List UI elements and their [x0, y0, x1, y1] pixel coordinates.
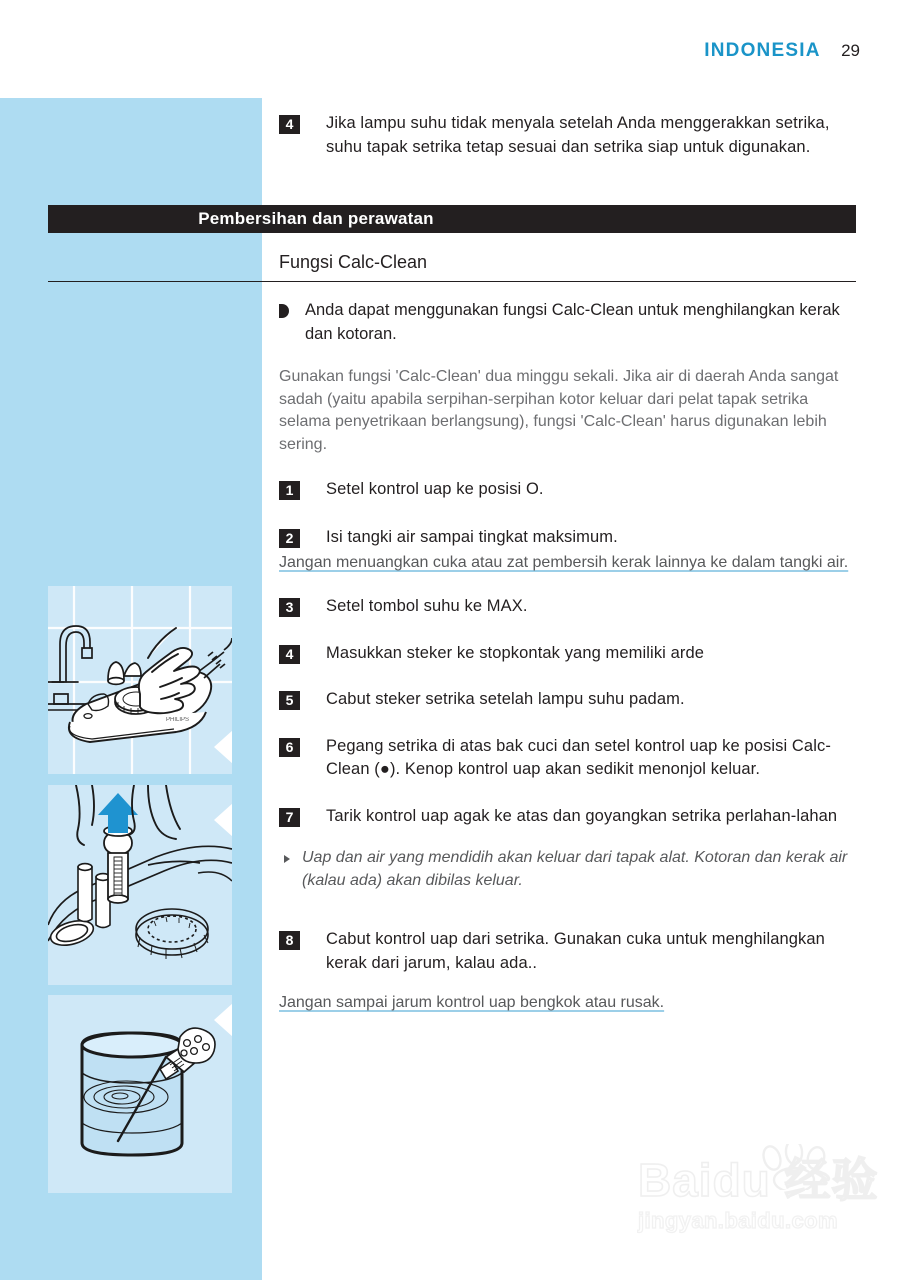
- watermark-main-text: Baidu 经验: [638, 1154, 879, 1206]
- horizontal-rule: [48, 281, 856, 282]
- intro-bullet-row: [279, 298, 865, 346]
- intro-bullet-text: Anda dapat menggunakan fungsi Calc-Clean untuk menghilangkan kerak dan kotoran.: [305, 301, 840, 343]
- figure-pointer-notch: [214, 730, 232, 764]
- half-disc-bullet-icon: [279, 304, 289, 318]
- step-number-badge: 8: [279, 931, 300, 950]
- watermark-sub-text: jingyan.baidu.com: [638, 1208, 838, 1233]
- step-text: Jika lampu suhu tidak menyala setelah Anda menggerakkan setrika, suhu tapak setrika tetap sesuai dan setrika siap untuk digunakan.: [326, 114, 830, 156]
- step-item: [279, 928, 865, 975]
- step-number-badge: 4: [279, 645, 300, 664]
- figure-iron-over-sink: [48, 586, 232, 774]
- subsection-block: [279, 252, 865, 282]
- step-number-badge: 1: [279, 481, 300, 500]
- step-text: Setel tombol suhu ke MAX.: [326, 597, 528, 615]
- step-number-badge: 4: [279, 115, 300, 134]
- top-step-block: [279, 112, 865, 171]
- steps-block: [279, 478, 865, 1014]
- page-header: [0, 40, 860, 62]
- section-banner: [48, 205, 856, 233]
- figure-pulling-steam-knob: [48, 785, 232, 985]
- figure-pointer-notch: [214, 803, 232, 837]
- step-text: Cabut kontrol uap dari setrika. Gunakan cuka untuk menghilangkan kerak dari jarum, kalau ada..: [326, 930, 825, 972]
- subsection-title: Fungsi Calc-Clean: [279, 252, 428, 272]
- step-item: [279, 112, 865, 159]
- figure-pointer-notch: [214, 1003, 232, 1037]
- step-item: [279, 478, 865, 502]
- step-number-badge: 7: [279, 808, 300, 827]
- step-text: Isi tangki air sampai tingkat maksimum.: [326, 527, 618, 546]
- baidu-watermark: [638, 1152, 888, 1258]
- paw-print-icon: [756, 1144, 842, 1190]
- italic-note-row: [279, 846, 865, 892]
- step-number-badge: 3: [279, 598, 300, 617]
- italic-note-text: Uap dan air yang mendidih akan keluar dari tapak alat. Kotoran dan kerak air (kalau ada) akan dibilas keluar.: [302, 849, 848, 889]
- intro-paragraph: Gunakan fungsi 'Calc-Clean' dua minggu sekali. Jika air di daerah Anda sangat sadah (yaitu apabila serpihan-serpihan kotor keluar dari pelat tapak setrika selama penyetrikaan berlangsung), fungsi 'Calc-Clean' harus digunakan lebih sering.: [279, 368, 839, 453]
- step-text: Setel kontrol uap ke posisi O.: [326, 480, 544, 498]
- step-number-badge: 6: [279, 738, 300, 757]
- page-number: 29: [841, 41, 860, 60]
- step-item: [279, 688, 865, 712]
- language-label: INDONESIA: [704, 40, 821, 61]
- step-text: Masukkan steker ke stopkontak yang memiliki arde: [326, 643, 705, 662]
- step-item: [279, 735, 865, 782]
- section-banner-title: Pembersihan dan perawatan: [198, 209, 434, 228]
- step-number-badge: 5: [279, 691, 300, 710]
- small-triangle-bullet-icon: [284, 855, 290, 863]
- svg-text:PHILIPS: PHILIPS: [166, 717, 190, 723]
- figure-needle-in-glass: [48, 995, 232, 1193]
- step-text: Pegang setrika di atas bak cuci dan setel kontrol uap ke posisi Calc-Clean (●). Kenop kontrol uap akan sedikit menonjol keluar.: [326, 736, 831, 778]
- step-item: [279, 805, 865, 829]
- step-item: [279, 642, 865, 666]
- step-item: [279, 526, 865, 550]
- warning-text-after-step-2: Jangan menuangkan cuka atau zat pembersih kerak lainnya ke dalam tangki air.: [279, 554, 849, 571]
- step-text: Tarik kontrol uap agak ke atas dan goyangkan setrika perlahan-lahan: [326, 806, 838, 825]
- step-text: Cabut steker setrika setelah lampu suhu padam.: [326, 690, 685, 708]
- warning-text-after-step-8: Jangan sampai jarum kontrol uap bengkok atau rusak.: [279, 994, 665, 1011]
- step-item: [279, 595, 865, 619]
- step-number-badge: 2: [279, 529, 300, 548]
